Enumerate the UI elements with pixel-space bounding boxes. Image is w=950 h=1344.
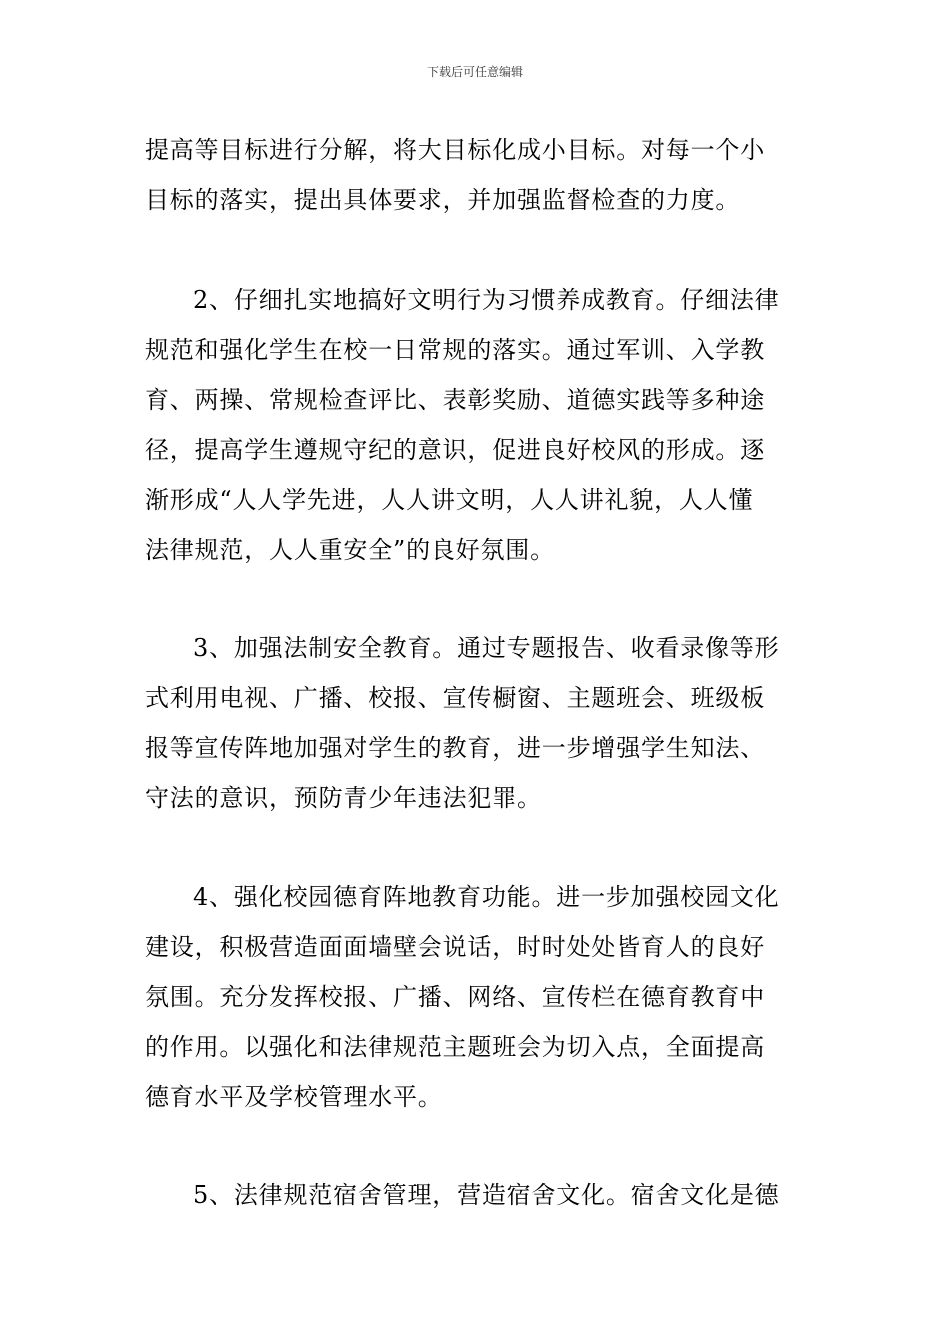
paragraph-2-line-1: 2、仔细扎实地搞好文明行为习惯养成教育。仔细法律 [193, 286, 780, 314]
paragraph-3-line-3: 报等宣传阵地加强对学生的教育，进一步增强学生知法、 [145, 734, 765, 762]
paragraph-3-line-1: 3、加强法制安全教育。通过专题报告、收看录像等形 [193, 634, 780, 662]
paragraph-4-line-3: 氛围。充分发挥校报、广播、网络、宣传栏在德育教育中 [145, 983, 765, 1011]
paragraph-3-line-4: 守法的意识，预防青少年违法犯罪。 [145, 784, 542, 812]
paragraph-2-line-4: 径，提高学生遵规守纪的意识，促进良好校风的形成。逐 [145, 436, 765, 464]
paragraph-2-line-6: 法律规范，人人重安全”的良好氛围。 [145, 536, 555, 564]
paragraph-2-line-2: 规范和强化学生在校一日常规的落实。通过军训、入学教 [145, 336, 765, 364]
page-header-note: 下载后可任意编辑 [426, 65, 523, 79]
paragraph-4-line-2: 建设，积极营造面面墙壁会说话，时时处处皆育人的良好 [145, 933, 765, 961]
paragraph-1-line-2: 目标的落实，提出具体要求，并加强监督检查的力度。 [145, 186, 741, 214]
paragraph-3-line-2: 式利用电视、广播、校报、宣传橱窗、主题班会、班级板 [145, 684, 765, 712]
paragraph-5-line-1: 5、法律规范宿舍管理，营造宿舍文化。宿舍文化是德 [193, 1181, 780, 1209]
paragraph-2-line-5: 渐形成“人人学先进，人人讲文明，人人讲礼貌，人人懂 [145, 486, 754, 514]
paragraph-1-line-1: 提高等目标进行分解，将大目标化成小目标。对每一个小 [145, 136, 765, 164]
paragraph-4-line-1: 4、强化校园德育阵地教育功能。进一步加强校园文化 [193, 883, 780, 911]
paragraph-4-line-5: 德育水平及学校管理水平。 [145, 1083, 443, 1111]
paragraph-4-line-4: 的作用。以强化和法律规范主题班会为切入点，全面提高 [145, 1033, 765, 1061]
paragraph-2-line-3: 育、两操、常规检查评比、表彰奖励、道德实践等多种途 [145, 386, 765, 414]
